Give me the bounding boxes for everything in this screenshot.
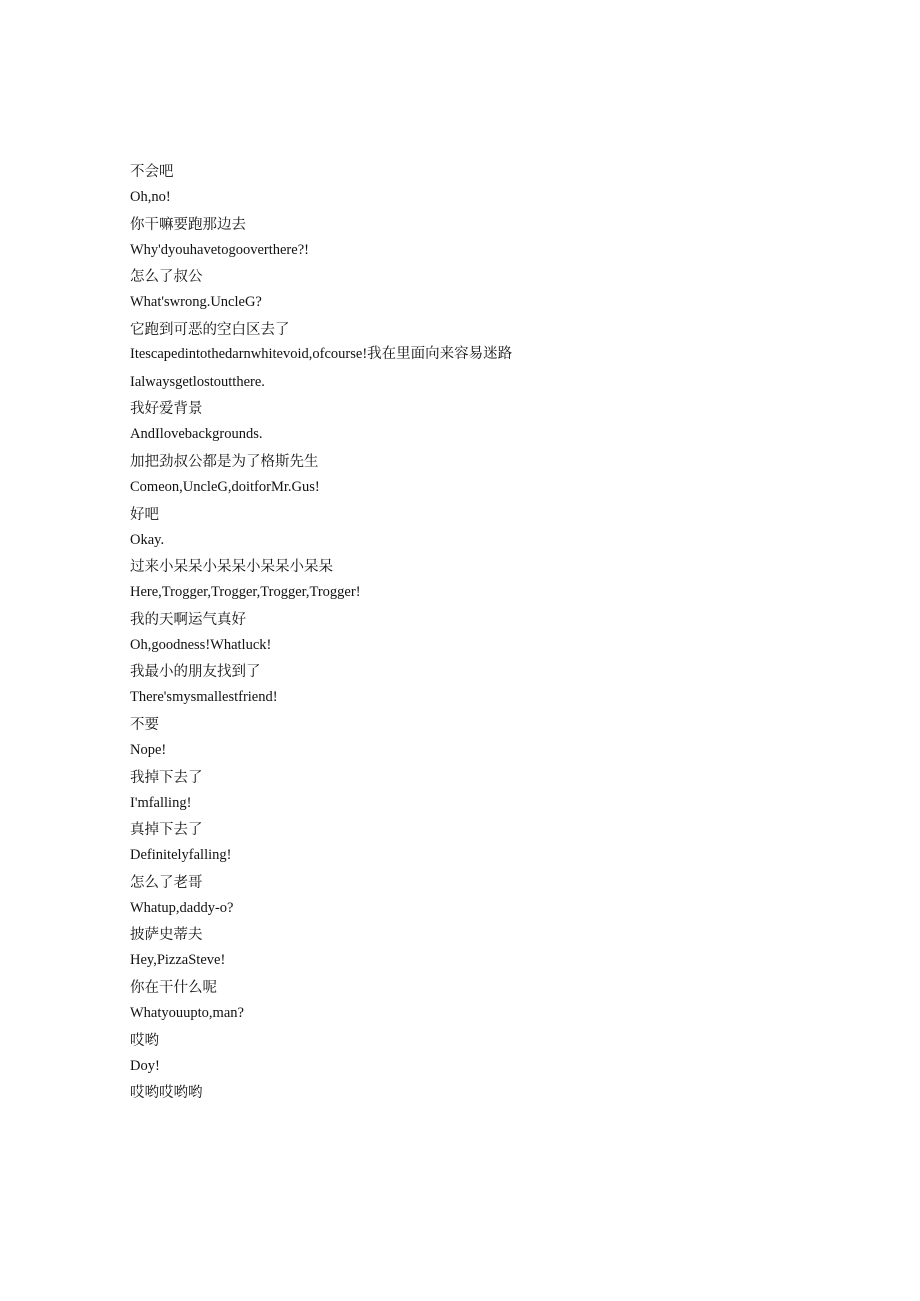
transcript-line: 我掉下去了 <box>130 769 203 786</box>
transcript-line: There'smysmallestfriend! <box>130 689 278 706</box>
transcript-line: Definitelyfalling! <box>130 847 232 864</box>
transcript-line: Whatup,daddy-o? <box>130 899 234 916</box>
transcript-line: 不会吧 <box>130 164 174 180</box>
transcript-line: 哎哟 <box>130 1032 159 1049</box>
transcript-line: Whatyouupto,man? <box>130 1004 244 1021</box>
transcript-line: Doy! <box>130 1057 160 1074</box>
transcript-line: 过来小呆呆小呆呆小呆呆小呆呆 <box>130 559 333 576</box>
transcript-line: Itescapedintothedarnwhitevoid,ofcourse!我在里面向来容易迷路 <box>130 345 513 362</box>
transcript-line: Nope! <box>130 741 167 758</box>
transcript-line: 哎哟哎哟哟 <box>130 1085 203 1102</box>
transcript-line: Oh,goodness!Whatluck! <box>130 636 272 653</box>
transcript-line: Ialwaysgetlostoutthere. <box>130 373 265 390</box>
transcript-line: Here,Trogger,Trogger,Trogger,Trogger! <box>130 584 361 601</box>
transcript-line: Okay. <box>130 531 165 548</box>
transcript-line: 好吧 <box>130 506 159 523</box>
transcript-line: Hey,PizzaSteve! <box>130 952 226 969</box>
transcript-line: What'swrong.UncleG? <box>130 294 262 311</box>
transcript-line: Comeon,UncleG,doitforMr.Gus! <box>130 478 320 495</box>
transcript-line: Why'dyouhavetogooverthere?! <box>130 241 309 258</box>
transcript-line: 怎么了叔公 <box>130 269 203 286</box>
transcript-line: AndIlovebackgrounds. <box>130 426 263 443</box>
transcript-line: 你干嘛要跑那边去 <box>130 216 246 233</box>
transcript-line: 我好爱背景 <box>130 401 203 418</box>
transcript-line: 真掉下去了 <box>130 822 203 839</box>
transcript-line: 我最小的朋友找到了 <box>130 664 261 681</box>
subtitle-transcript <box>130 160 550 1105</box>
transcript-line: 加把劲叔公都是为了格斯先生 <box>130 453 319 470</box>
transcript-line: 它跑到可恶的空白区去了 <box>130 321 290 338</box>
transcript-line: 我的天啊运气真好 <box>130 611 246 628</box>
transcript-line: 披萨史蒂夫 <box>130 927 203 944</box>
transcript-line: 你在干什么呢 <box>130 979 217 996</box>
transcript-line: 怎么了老哥 <box>130 874 203 891</box>
transcript-line: Oh,no! <box>130 189 171 205</box>
transcript-line: I'mfalling! <box>130 794 192 811</box>
transcript-line: 不要 <box>130 716 159 733</box>
